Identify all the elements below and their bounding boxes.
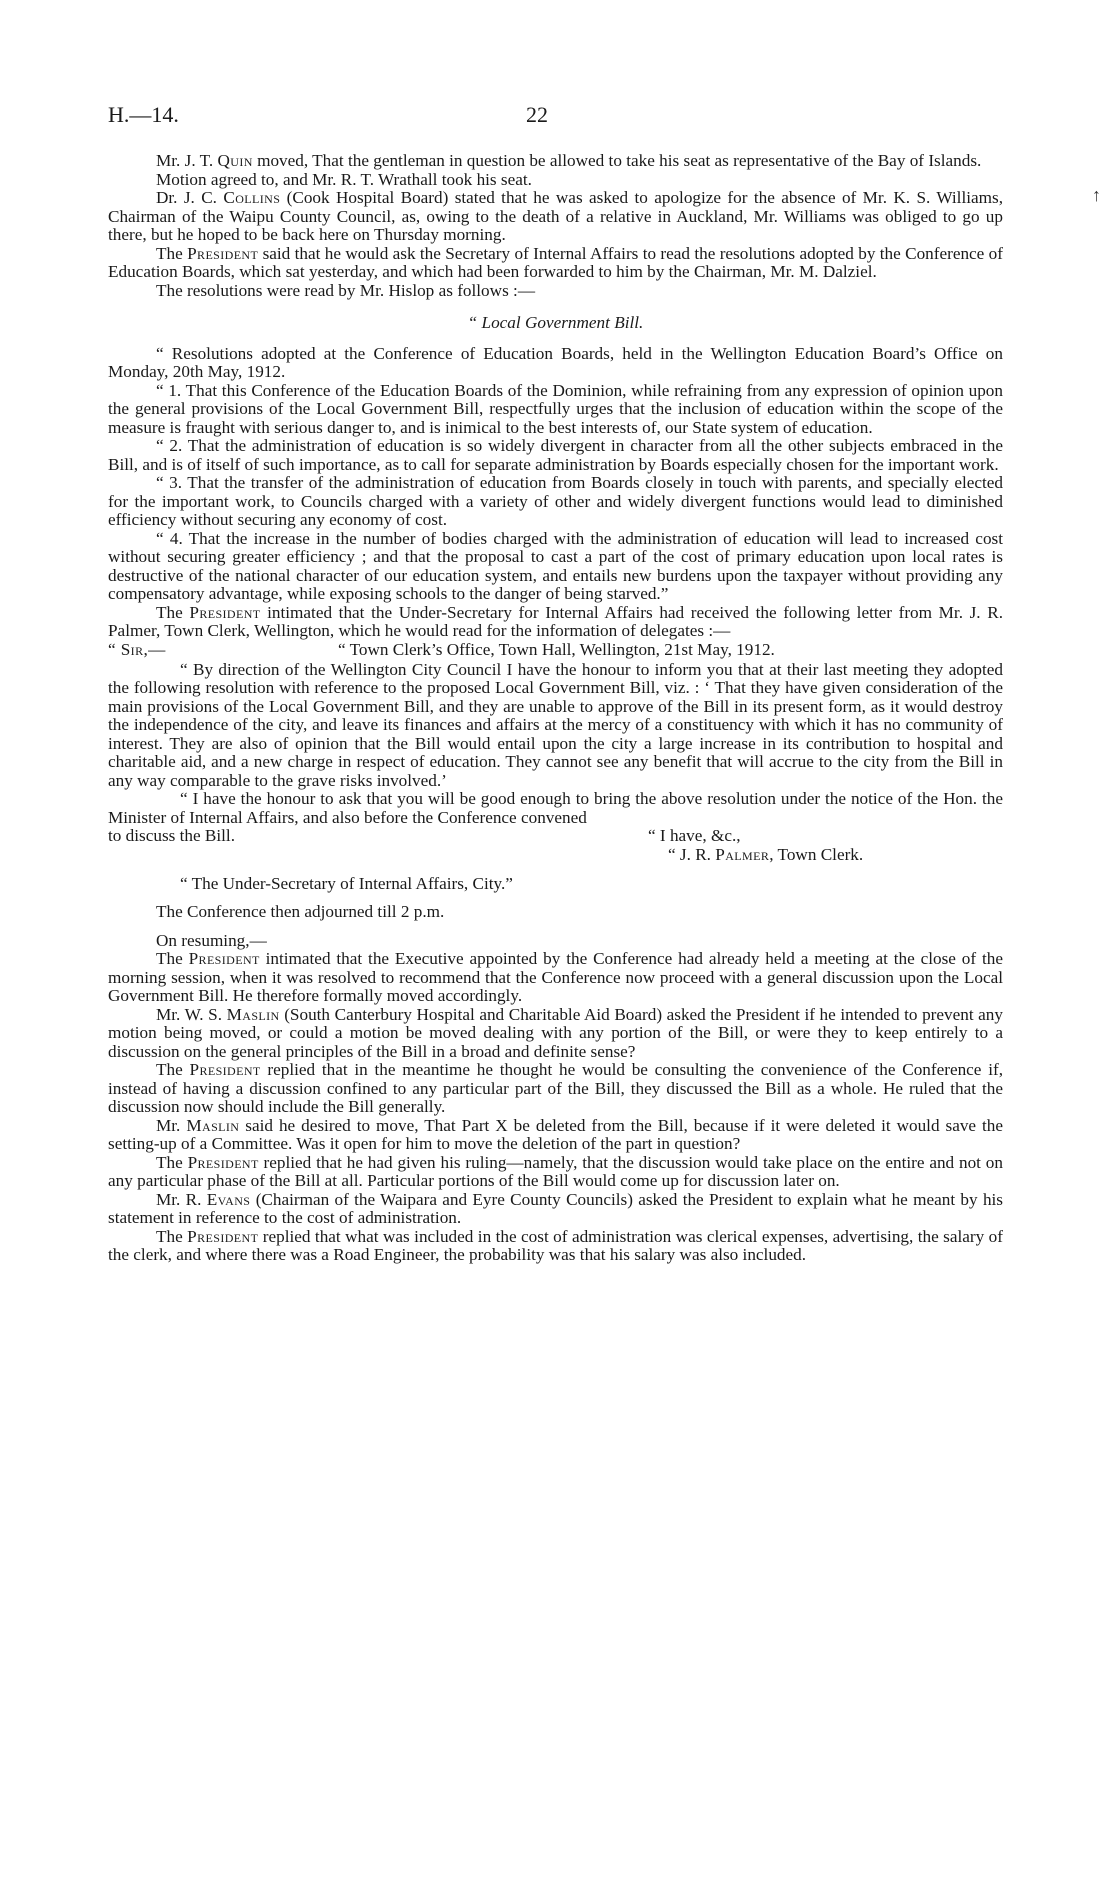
letter-addressee: “ The Under-Secretary of Internal Affairs, City.” [180, 873, 513, 893]
speaker-name: Evans [206, 1189, 251, 1209]
resolution-2: “ 2. That the administration of education is so widely divergent in character from all the other subjects embraced in the Bill, and is of itself of such importance, as to call for separate administration by Boards especially chosen for the important work. [108, 436, 1003, 474]
letter-body-end: to discuss the Bill. [108, 826, 236, 845]
paragraph-text: said he desired to move, That Part X be deleted from the Bill, because if it were deleted it would save the setting-up of a Committee. Was it open for him to move the deletion of the part in question? [108, 1115, 1004, 1153]
resolution-3: “ 3. That the transfer of the administration of education from Boards closely in touch with parents, and specially elected for the important work, to Councils charged with a variety of other and widely divergent functions would lead to diminished efficiency without securing any economy of cost. [108, 473, 1003, 529]
page-number: 22 [526, 102, 548, 127]
speaker-name: President [189, 602, 261, 622]
paragraph-prefix: Mr. R. [156, 1189, 207, 1209]
paragraph-evans-question [108, 1191, 1003, 1228]
document-reference: H.—14. [108, 102, 179, 127]
paragraph-hislop-read: The resolutions were read by Mr. Hislop as follows :— [156, 280, 536, 300]
speaker-name: President [187, 243, 259, 263]
paragraph-prefix: Mr. W. S. [156, 1004, 227, 1024]
speaker-name: President [189, 1060, 261, 1079]
paragraph-president-ruling [108, 1061, 1003, 1117]
paragraph-prefix: The [156, 1226, 188, 1246]
paragraph-president-resolutions [108, 245, 1003, 282]
speaker-name: President [187, 1226, 259, 1246]
speaker-name: Maslin [226, 1004, 280, 1024]
letter-heading [108, 641, 1003, 661]
letter-address: “ Town Clerk’s Office, Town Hall, Wellington, 21st May, 1912. [338, 639, 775, 659]
speaker-name: Maslin [186, 1115, 240, 1135]
letter-body-2: “ I have the honour to ask that you will be good enough to bring the above resolution under the notice of the Hon. the Minister of Internal Affairs, and also before the Conference convened [108, 789, 1003, 827]
letter-signature [108, 846, 1003, 865]
paragraph-president-costs [108, 1228, 1003, 1265]
paragraph-text: replied that what was included in the cost of administration was clerical expenses, advertising, the salary of the clerk, and where there was a Road Engineer, the probability was that his salary was also included. [108, 1226, 1003, 1264]
paragraph-text: replied that in the meantime he thought he would be consulting the convenience of the Conference if, instead of having a discussion confined to any particular part of the Bill, they discussed the Bill as a whole. He ruled that the discussion now should include the Bill generally. [108, 1060, 1003, 1116]
paragraph-president-executive [108, 950, 1003, 1006]
paragraph-adjourn: The Conference then adjourned till 2 p.m. [156, 902, 445, 921]
paragraph-text: intimated that the Executive appointed by the Conference had already held a meeting at the close of the morning session, when it was resolved to recommend that the Conference now proceed with a general discussion upon the Local Government Bill. He therefore formally moved accordingly. [108, 949, 1003, 1005]
letter-body-1: “ By direction of the Wellington City Council I have the honour to inform you that at their last meeting they adopted the following resolution with reference to the proposed Local Government Bill, viz. : ‘ That they have given consideration of the main provisions of the Local Government Bill, and they are unable to approve of the Bill in its present form, as it would destroy the independence of the city, and leave its finances and affairs at the mercy of a constituency with which it has no community of interest. They are also of opinion that the Bill would entail upon the city a large increase in its contribution to hospital and charitable aid, and a new charge in respect of education. They cannot see any benefit that will accrue to the city from the Bill in any way comparable to the grave risks involved.’ [108, 659, 1003, 790]
section-heading: “ Local Government Bill. [467, 313, 644, 332]
paragraph-prefix: The [156, 1060, 190, 1079]
paragraph-maslin-question [108, 1006, 1003, 1062]
speaker-name: Collins [223, 188, 281, 207]
resolution-4: “ 4. That the increase in the number of bodies charged with the administration of education will lead to increased cost without securing greater efficiency ; and that the proposal to cast a part of the cost of primary education upon local rates is destructive of the national character of our education system, and entails new burdens upon the taxpayer without providing any compensatory advantage, while exposing schools to the danger of being starved.” [108, 528, 1003, 603]
paragraph-resuming: On resuming,— [156, 930, 267, 950]
paragraph-president-letter [108, 604, 1003, 641]
paragraph-text: (South Canterbury Hospital and Charitable Aid Board) asked the President if he intended to prevent any motion being moved, or could a motion be moved dealing with any portion of the Bill, or were they to keep entirely to a discussion on the general principles of the Bill in a broad and definite sense? [108, 1004, 1003, 1061]
resolution-1: “ 1. That this Conference of the Education Boards of the Dominion, while refraining from any expression of opinion upon the general provisions of the Local Government Bill, respectfully urges that the inclusion of education within the scope of the measure is fraught with serious danger to, and is inimical to the best interests of, our State system of education. [108, 380, 1003, 437]
speaker-name: President [187, 1152, 259, 1172]
paragraph-text: moved, That the gentleman in question be allowed to take his seat as representative of the Bay of Islands. [252, 151, 982, 170]
signature-title: , Town Clerk. [769, 845, 864, 864]
paragraph-prefix: The [156, 949, 189, 968]
paragraph-prefix: The [156, 243, 188, 263]
page-header [108, 102, 1008, 136]
paragraph-text: intimated that the Under-Secretary for Internal Affairs had received the following letter from Mr. J. R. Palmer, Town Clerk, Wellington, which he would read for the information of delegates :— [108, 602, 1003, 640]
paragraph-president-reply [108, 1154, 1003, 1191]
resolution-preamble: “ Resolutions adopted at the Conference of Education Boards, held in the Wellington Education Board’s Office on Monday, 20th May, 1912. [108, 343, 1003, 381]
paragraph-text: (Cook Hospital Board) stated that he was asked to apologize for the absence of Mr. K. S. Williams, Chairman of the Waipu County Council, as, owing to the death of a relative in Auckland, Mr. Williams was obliged to go up there, but he hoped to be back here on Thursday morning. [108, 188, 1003, 244]
paragraph-prefix: The [156, 1152, 188, 1172]
margin-mark: ↑ [1092, 185, 1101, 205]
signature-prefix: “ J. R. [668, 845, 716, 864]
speaker-name: Quin [217, 151, 253, 170]
paragraph-quin-motion: Mr. J. T. Quin moved, That the gentleman in question be allowed to take his seat as representative of the Bay of Islands. [156, 151, 982, 170]
document-body [108, 152, 1003, 1265]
paragraph-motion-agreed: Motion agreed to, and Mr. R. T. Wrathall took his seat. [156, 169, 532, 189]
paragraph-prefix: Mr. [156, 1115, 187, 1135]
paragraph-prefix: The [156, 602, 190, 622]
speaker-name: President [188, 949, 260, 968]
paragraph-text: said that he would ask the Secretary of Internal Affairs to read the resolutions adopted by the Conference of Education Boards, which sat yesterday, and which had been forwarded to him by the Chairman, Mr. M. Dalziel. [108, 243, 1003, 281]
paragraph-text: (Chairman of the Waipara and Eyre County Councils) asked the President to explain what he meant by his statement in reference to the cost of administration. [108, 1189, 1003, 1227]
paragraph-collins: Dr. J. C. Collins (Cook Hospital Board) stated that he was asked to apologize for the absence of Mr. K. S. Williams, Chairman of the Waipu County Council, as, owing to the death of a relative in Auckland, Mr. Williams was obliged to go up there, but he hoped to be back here on Thursday morning. [108, 188, 1003, 244]
paragraph-text: replied that he had given his ruling—namely, that the discussion would take place on the entire and not on any particular phase of the Bill at all. Particular portions of the Bill would come up for discussion later on. [108, 1152, 1003, 1190]
letter-salutation: “ Sir,— [108, 639, 166, 659]
signature-name: Palmer [715, 845, 770, 864]
letter-closing-row [108, 827, 1003, 846]
letter-closing: “ I have, &c., [648, 826, 741, 845]
paragraph-maslin-part-x [108, 1117, 1003, 1154]
